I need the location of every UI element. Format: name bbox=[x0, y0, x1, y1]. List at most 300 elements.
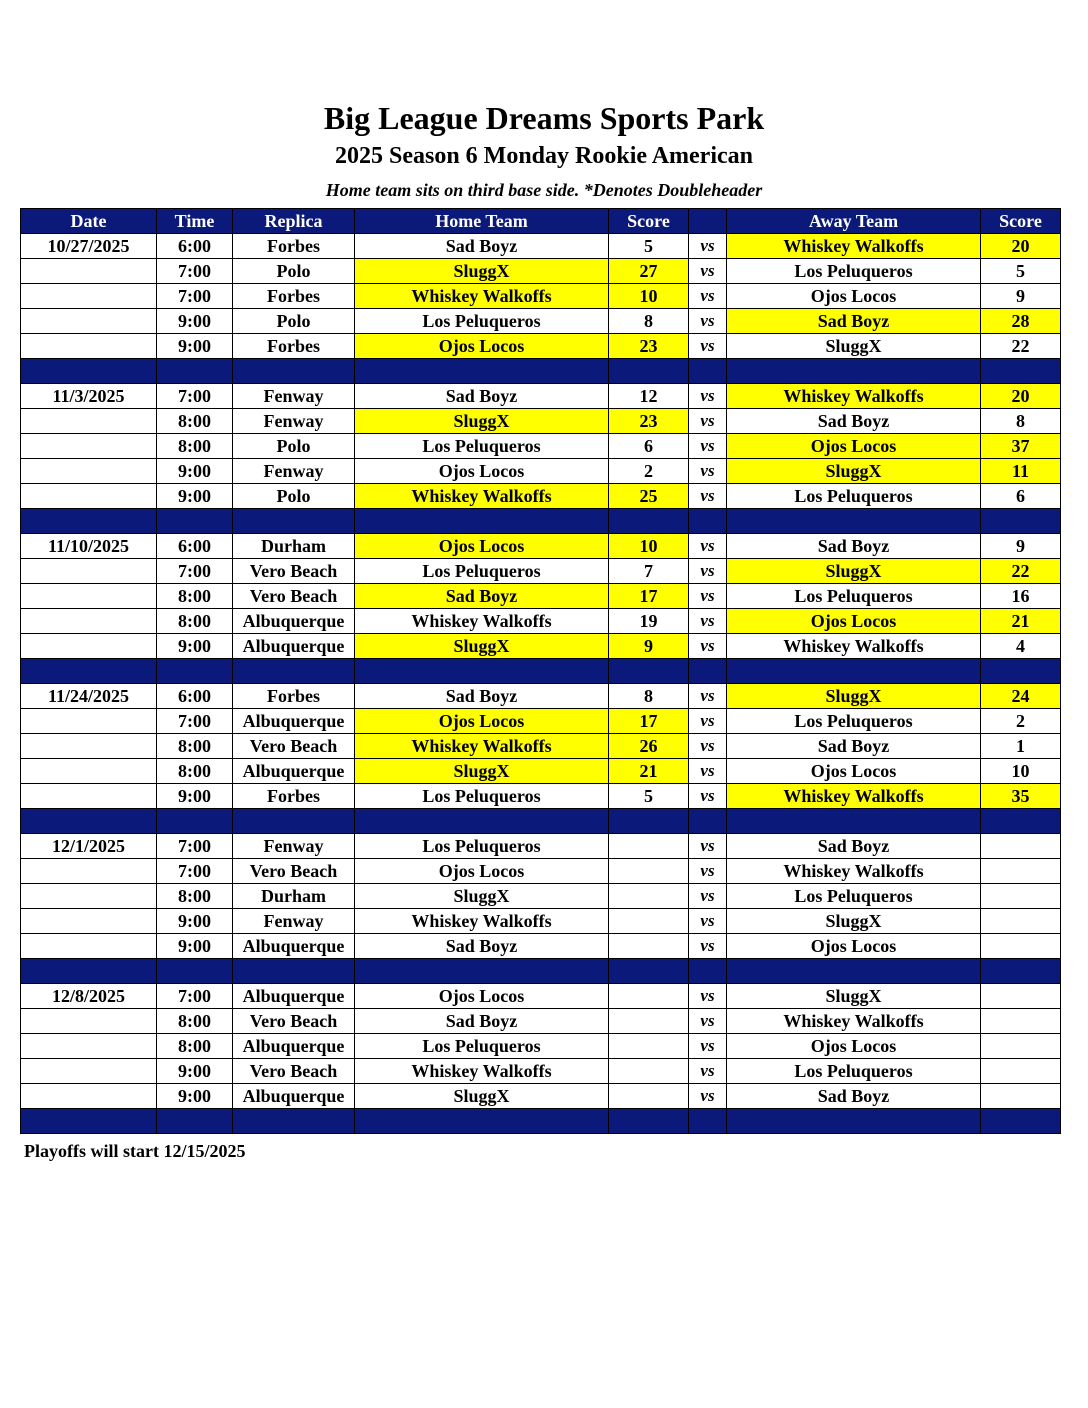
home-team-cell: Sad Boyz bbox=[355, 684, 609, 709]
home-score-cell bbox=[609, 909, 689, 934]
away-score-cell: 35 bbox=[981, 784, 1061, 809]
table-row bbox=[21, 459, 1061, 484]
away-score-cell: 9 bbox=[981, 534, 1061, 559]
table-row bbox=[21, 609, 1061, 634]
vs-cell: vs bbox=[689, 334, 727, 359]
home-score-cell bbox=[609, 884, 689, 909]
replica-cell: Polo bbox=[233, 484, 355, 509]
home-score-cell bbox=[609, 1034, 689, 1059]
vs-cell: vs bbox=[689, 1009, 727, 1034]
replica-cell: Vero Beach bbox=[233, 584, 355, 609]
home-score-cell: 6 bbox=[609, 434, 689, 459]
time-cell: 9:00 bbox=[157, 909, 233, 934]
date-cell bbox=[21, 1009, 157, 1034]
home-team-cell: Ojos Locos bbox=[355, 984, 609, 1009]
away-score-cell bbox=[981, 934, 1061, 959]
date-cell bbox=[21, 709, 157, 734]
replica-cell: Forbes bbox=[233, 334, 355, 359]
away-team-cell: Whiskey Walkoffs bbox=[727, 234, 981, 259]
replica-cell: Fenway bbox=[233, 834, 355, 859]
home-team-cell: Ojos Locos bbox=[355, 709, 609, 734]
date-cell bbox=[21, 884, 157, 909]
vs-cell: vs bbox=[689, 284, 727, 309]
time-cell: 8:00 bbox=[157, 884, 233, 909]
home-team-cell: SluggX bbox=[355, 409, 609, 434]
schedule-note: Home team sits on third base side. *Denotes Doubleheader bbox=[325, 180, 763, 200]
table-row bbox=[21, 984, 1061, 1009]
replica-cell: Fenway bbox=[233, 459, 355, 484]
time-cell: 9:00 bbox=[157, 934, 233, 959]
home-team-cell: Sad Boyz bbox=[355, 934, 609, 959]
replica-cell: Fenway bbox=[233, 384, 355, 409]
home-team-cell: SluggX bbox=[355, 1084, 609, 1109]
separator-cell bbox=[689, 659, 727, 684]
time-cell: 8:00 bbox=[157, 434, 233, 459]
time-cell: 7:00 bbox=[157, 984, 233, 1009]
table-row bbox=[21, 1034, 1061, 1059]
date-cell bbox=[21, 584, 157, 609]
away-team-cell: Whiskey Walkoffs bbox=[727, 859, 981, 884]
table-row bbox=[21, 709, 1061, 734]
home-score-cell: 8 bbox=[609, 684, 689, 709]
away-team-cell: Los Peluqueros bbox=[727, 484, 981, 509]
time-cell: 7:00 bbox=[157, 559, 233, 584]
home-score-cell: 10 bbox=[609, 284, 689, 309]
home-score-cell: 8 bbox=[609, 309, 689, 334]
date-cell: 10/27/2025 bbox=[21, 234, 157, 259]
table-row bbox=[21, 784, 1061, 809]
separator-cell bbox=[727, 959, 981, 984]
replica-cell: Forbes bbox=[233, 234, 355, 259]
home-score-cell bbox=[609, 859, 689, 884]
date-cell bbox=[21, 934, 157, 959]
replica-cell: Vero Beach bbox=[233, 859, 355, 884]
replica-cell: Albuquerque bbox=[233, 1084, 355, 1109]
away-score-cell: 8 bbox=[981, 409, 1061, 434]
vs-cell: vs bbox=[689, 409, 727, 434]
table-row bbox=[21, 934, 1061, 959]
away-team-cell: Los Peluqueros bbox=[727, 259, 981, 284]
table-row bbox=[21, 834, 1061, 859]
home-team-cell: Los Peluqueros bbox=[355, 309, 609, 334]
vs-cell: vs bbox=[689, 259, 727, 284]
schedule-table bbox=[20, 208, 1061, 1134]
vs-cell: vs bbox=[689, 859, 727, 884]
home-score-cell bbox=[609, 984, 689, 1009]
date-cell bbox=[21, 784, 157, 809]
separator-cell bbox=[727, 809, 981, 834]
away-team-cell: Sad Boyz bbox=[727, 409, 981, 434]
home-team-cell: Whiskey Walkoffs bbox=[355, 734, 609, 759]
date-cell bbox=[21, 759, 157, 784]
separator-cell bbox=[157, 959, 233, 984]
away-team-cell: SluggX bbox=[727, 459, 981, 484]
date-cell bbox=[21, 909, 157, 934]
home-score-cell: 26 bbox=[609, 734, 689, 759]
away-score-cell: 9 bbox=[981, 284, 1061, 309]
vs-cell: vs bbox=[689, 1059, 727, 1084]
replica-cell: Polo bbox=[233, 434, 355, 459]
date-cell bbox=[21, 409, 157, 434]
table-row bbox=[21, 684, 1061, 709]
col-date: Date bbox=[21, 209, 157, 234]
time-cell: 9:00 bbox=[157, 309, 233, 334]
table-row bbox=[21, 234, 1061, 259]
replica-cell: Durham bbox=[233, 534, 355, 559]
table-row bbox=[21, 284, 1061, 309]
home-score-cell: 17 bbox=[609, 709, 689, 734]
col-away-score: Score bbox=[981, 209, 1061, 234]
vs-cell: vs bbox=[689, 234, 727, 259]
away-team-cell: Whiskey Walkoffs bbox=[727, 784, 981, 809]
away-team-cell: Whiskey Walkoffs bbox=[727, 634, 981, 659]
time-cell: 8:00 bbox=[157, 584, 233, 609]
separator-cell bbox=[609, 809, 689, 834]
home-team-cell: Whiskey Walkoffs bbox=[355, 1059, 609, 1084]
date-cell bbox=[21, 734, 157, 759]
away-team-cell: Ojos Locos bbox=[727, 934, 981, 959]
time-cell: 9:00 bbox=[157, 1084, 233, 1109]
table-row bbox=[21, 734, 1061, 759]
separator-cell bbox=[689, 809, 727, 834]
table-row bbox=[21, 909, 1061, 934]
home-score-cell: 23 bbox=[609, 334, 689, 359]
away-score-cell: 10 bbox=[981, 759, 1061, 784]
away-score-cell: 37 bbox=[981, 434, 1061, 459]
week-separator-row bbox=[21, 809, 1061, 834]
separator-cell bbox=[233, 359, 355, 384]
vs-cell: vs bbox=[689, 609, 727, 634]
date-cell bbox=[21, 309, 157, 334]
home-team-cell: Sad Boyz bbox=[355, 234, 609, 259]
away-team-cell: SluggX bbox=[727, 984, 981, 1009]
table-row bbox=[21, 884, 1061, 909]
away-team-cell: Sad Boyz bbox=[727, 1084, 981, 1109]
time-cell: 7:00 bbox=[157, 859, 233, 884]
replica-cell: Albuquerque bbox=[233, 1034, 355, 1059]
away-score-cell: 24 bbox=[981, 684, 1061, 709]
date-cell bbox=[21, 459, 157, 484]
time-cell: 6:00 bbox=[157, 534, 233, 559]
vs-cell: vs bbox=[689, 634, 727, 659]
away-score-cell bbox=[981, 884, 1061, 909]
date-cell: 11/24/2025 bbox=[21, 684, 157, 709]
away-team-cell: Los Peluqueros bbox=[727, 709, 981, 734]
time-cell: 9:00 bbox=[157, 784, 233, 809]
separator-cell bbox=[355, 659, 609, 684]
replica-cell: Forbes bbox=[233, 784, 355, 809]
table-row bbox=[21, 1009, 1061, 1034]
away-score-cell bbox=[981, 1084, 1061, 1109]
away-score-cell: 22 bbox=[981, 559, 1061, 584]
table-row bbox=[21, 634, 1061, 659]
separator-cell bbox=[21, 809, 157, 834]
away-score-cell bbox=[981, 859, 1061, 884]
replica-cell: Fenway bbox=[233, 409, 355, 434]
home-team-cell: Whiskey Walkoffs bbox=[355, 284, 609, 309]
col-time: Time bbox=[157, 209, 233, 234]
date-cell bbox=[21, 859, 157, 884]
separator-cell bbox=[981, 509, 1061, 534]
home-team-cell: Los Peluqueros bbox=[355, 559, 609, 584]
separator-cell bbox=[609, 659, 689, 684]
home-score-cell: 23 bbox=[609, 409, 689, 434]
away-score-cell bbox=[981, 834, 1061, 859]
separator-cell bbox=[981, 359, 1061, 384]
away-score-cell: 4 bbox=[981, 634, 1061, 659]
separator-cell bbox=[689, 509, 727, 534]
table-row bbox=[21, 334, 1061, 359]
separator-cell bbox=[157, 1109, 233, 1134]
vs-cell: vs bbox=[689, 984, 727, 1009]
replica-cell: Albuquerque bbox=[233, 759, 355, 784]
date-cell bbox=[21, 1059, 157, 1084]
separator-cell bbox=[21, 959, 157, 984]
separator-cell bbox=[355, 359, 609, 384]
away-team-cell: SluggX bbox=[727, 559, 981, 584]
away-score-cell: 16 bbox=[981, 584, 1061, 609]
separator-cell bbox=[689, 959, 727, 984]
time-cell: 6:00 bbox=[157, 234, 233, 259]
replica-cell: Polo bbox=[233, 259, 355, 284]
home-score-cell bbox=[609, 1009, 689, 1034]
table-row bbox=[21, 1084, 1061, 1109]
separator-cell bbox=[21, 659, 157, 684]
time-cell: 8:00 bbox=[157, 734, 233, 759]
away-score-cell: 22 bbox=[981, 334, 1061, 359]
replica-cell: Vero Beach bbox=[233, 1059, 355, 1084]
time-cell: 9:00 bbox=[157, 484, 233, 509]
separator-cell bbox=[233, 509, 355, 534]
home-team-cell: Sad Boyz bbox=[355, 584, 609, 609]
home-team-cell: Sad Boyz bbox=[355, 1009, 609, 1034]
separator-cell bbox=[355, 1109, 609, 1134]
away-team-cell: Ojos Locos bbox=[727, 434, 981, 459]
separator-cell bbox=[981, 809, 1061, 834]
away-team-cell: SluggX bbox=[727, 334, 981, 359]
vs-cell: vs bbox=[689, 734, 727, 759]
away-score-cell: 11 bbox=[981, 459, 1061, 484]
home-score-cell bbox=[609, 1084, 689, 1109]
separator-cell bbox=[689, 359, 727, 384]
away-team-cell: Sad Boyz bbox=[727, 309, 981, 334]
home-team-cell: SluggX bbox=[355, 759, 609, 784]
date-cell: 11/3/2025 bbox=[21, 384, 157, 409]
time-cell: 8:00 bbox=[157, 1034, 233, 1059]
date-cell bbox=[21, 1034, 157, 1059]
page-subtitle: 2025 Season 6 Monday Rookie American bbox=[334, 143, 753, 169]
away-score-cell: 20 bbox=[981, 234, 1061, 259]
time-cell: 8:00 bbox=[157, 759, 233, 784]
replica-cell: Vero Beach bbox=[233, 559, 355, 584]
replica-cell: Polo bbox=[233, 309, 355, 334]
time-cell: 6:00 bbox=[157, 684, 233, 709]
separator-cell bbox=[981, 1109, 1061, 1134]
away-team-cell: Ojos Locos bbox=[727, 284, 981, 309]
separator-cell bbox=[727, 1109, 981, 1134]
separator-cell bbox=[609, 509, 689, 534]
away-team-cell: SluggX bbox=[727, 684, 981, 709]
date-cell bbox=[21, 334, 157, 359]
time-cell: 9:00 bbox=[157, 334, 233, 359]
playoffs-note: Playoffs will start 12/15/2025 bbox=[24, 1141, 246, 1161]
replica-cell: Forbes bbox=[233, 284, 355, 309]
away-score-cell: 6 bbox=[981, 484, 1061, 509]
away-score-cell bbox=[981, 984, 1061, 1009]
table-row bbox=[21, 759, 1061, 784]
time-cell: 9:00 bbox=[157, 1059, 233, 1084]
home-score-cell: 5 bbox=[609, 234, 689, 259]
home-team-cell: Ojos Locos bbox=[355, 334, 609, 359]
separator-cell bbox=[981, 659, 1061, 684]
home-score-cell: 12 bbox=[609, 384, 689, 409]
replica-cell: Fenway bbox=[233, 909, 355, 934]
date-cell: 11/10/2025 bbox=[21, 534, 157, 559]
time-cell: 7:00 bbox=[157, 709, 233, 734]
replica-cell: Vero Beach bbox=[233, 734, 355, 759]
away-score-cell: 1 bbox=[981, 734, 1061, 759]
vs-cell: vs bbox=[689, 1084, 727, 1109]
table-row bbox=[21, 309, 1061, 334]
away-score-cell: 28 bbox=[981, 309, 1061, 334]
away-team-cell: Sad Boyz bbox=[727, 834, 981, 859]
home-score-cell: 7 bbox=[609, 559, 689, 584]
table-row bbox=[21, 434, 1061, 459]
vs-cell: vs bbox=[689, 784, 727, 809]
separator-cell bbox=[727, 509, 981, 534]
vs-cell: vs bbox=[689, 834, 727, 859]
vs-cell: vs bbox=[689, 584, 727, 609]
separator-cell bbox=[157, 359, 233, 384]
time-cell: 7:00 bbox=[157, 834, 233, 859]
separator-cell bbox=[609, 1109, 689, 1134]
time-cell: 7:00 bbox=[157, 284, 233, 309]
home-score-cell: 5 bbox=[609, 784, 689, 809]
col-vs bbox=[689, 209, 727, 234]
time-cell: 8:00 bbox=[157, 409, 233, 434]
away-score-cell: 2 bbox=[981, 709, 1061, 734]
home-score-cell: 19 bbox=[609, 609, 689, 634]
replica-cell: Albuquerque bbox=[233, 634, 355, 659]
separator-cell bbox=[21, 359, 157, 384]
separator-cell bbox=[727, 359, 981, 384]
away-team-cell: Whiskey Walkoffs bbox=[727, 1009, 981, 1034]
separator-cell bbox=[689, 1109, 727, 1134]
vs-cell: vs bbox=[689, 559, 727, 584]
separator-cell bbox=[21, 509, 157, 534]
separator-cell bbox=[233, 659, 355, 684]
away-team-cell: Sad Boyz bbox=[727, 734, 981, 759]
replica-cell: Albuquerque bbox=[233, 984, 355, 1009]
date-cell bbox=[21, 434, 157, 459]
home-score-cell bbox=[609, 934, 689, 959]
home-score-cell bbox=[609, 1059, 689, 1084]
home-team-cell: Los Peluqueros bbox=[355, 834, 609, 859]
header-row bbox=[21, 209, 1061, 234]
time-cell: 8:00 bbox=[157, 1009, 233, 1034]
away-team-cell: Los Peluqueros bbox=[727, 584, 981, 609]
table-row bbox=[21, 584, 1061, 609]
away-team-cell: SluggX bbox=[727, 909, 981, 934]
away-score-cell: 20 bbox=[981, 384, 1061, 409]
vs-cell: vs bbox=[689, 484, 727, 509]
replica-cell: Albuquerque bbox=[233, 934, 355, 959]
date-cell bbox=[21, 484, 157, 509]
separator-cell bbox=[157, 509, 233, 534]
replica-cell: Durham bbox=[233, 884, 355, 909]
vs-cell: vs bbox=[689, 309, 727, 334]
separator-cell bbox=[233, 1109, 355, 1134]
date-cell: 12/8/2025 bbox=[21, 984, 157, 1009]
separator-cell bbox=[355, 509, 609, 534]
home-team-cell: Ojos Locos bbox=[355, 459, 609, 484]
separator-cell bbox=[233, 809, 355, 834]
home-team-cell: Ojos Locos bbox=[355, 859, 609, 884]
vs-cell: vs bbox=[689, 909, 727, 934]
home-team-cell: Los Peluqueros bbox=[355, 1034, 609, 1059]
table-row bbox=[21, 534, 1061, 559]
home-score-cell bbox=[609, 834, 689, 859]
home-team-cell: Los Peluqueros bbox=[355, 434, 609, 459]
replica-cell: Forbes bbox=[233, 684, 355, 709]
time-cell: 7:00 bbox=[157, 259, 233, 284]
week-separator-row bbox=[21, 359, 1061, 384]
table-row bbox=[21, 384, 1061, 409]
table-row bbox=[21, 859, 1061, 884]
vs-cell: vs bbox=[689, 884, 727, 909]
vs-cell: vs bbox=[689, 709, 727, 734]
table-row bbox=[21, 559, 1061, 584]
separator-cell bbox=[233, 959, 355, 984]
vs-cell: vs bbox=[689, 1034, 727, 1059]
week-separator-row bbox=[21, 959, 1061, 984]
date-cell bbox=[21, 284, 157, 309]
separator-cell bbox=[157, 809, 233, 834]
time-cell: 7:00 bbox=[157, 384, 233, 409]
home-team-cell: Whiskey Walkoffs bbox=[355, 609, 609, 634]
home-score-cell: 9 bbox=[609, 634, 689, 659]
date-cell: 12/1/2025 bbox=[21, 834, 157, 859]
col-home-team: Home Team bbox=[355, 209, 609, 234]
date-cell bbox=[21, 609, 157, 634]
vs-cell: vs bbox=[689, 459, 727, 484]
away-team-cell: Sad Boyz bbox=[727, 534, 981, 559]
home-team-cell: SluggX bbox=[355, 259, 609, 284]
replica-cell: Albuquerque bbox=[233, 609, 355, 634]
week-separator-row bbox=[21, 659, 1061, 684]
separator-cell bbox=[727, 659, 981, 684]
away-team-cell: Ojos Locos bbox=[727, 1034, 981, 1059]
separator-cell bbox=[609, 959, 689, 984]
date-cell bbox=[21, 559, 157, 584]
home-team-cell: Los Peluqueros bbox=[355, 784, 609, 809]
separator-cell bbox=[981, 959, 1061, 984]
home-team-cell: Whiskey Walkoffs bbox=[355, 484, 609, 509]
col-replica: Replica bbox=[233, 209, 355, 234]
col-away-team: Away Team bbox=[727, 209, 981, 234]
table-row bbox=[21, 484, 1061, 509]
vs-cell: vs bbox=[689, 434, 727, 459]
table-row bbox=[21, 409, 1061, 434]
away-score-cell: 21 bbox=[981, 609, 1061, 634]
week-separator-row bbox=[21, 1109, 1061, 1134]
separator-cell bbox=[609, 359, 689, 384]
separator-cell bbox=[157, 659, 233, 684]
vs-cell: vs bbox=[689, 934, 727, 959]
separator-cell bbox=[355, 959, 609, 984]
home-score-cell: 21 bbox=[609, 759, 689, 784]
away-score-cell bbox=[981, 1009, 1061, 1034]
